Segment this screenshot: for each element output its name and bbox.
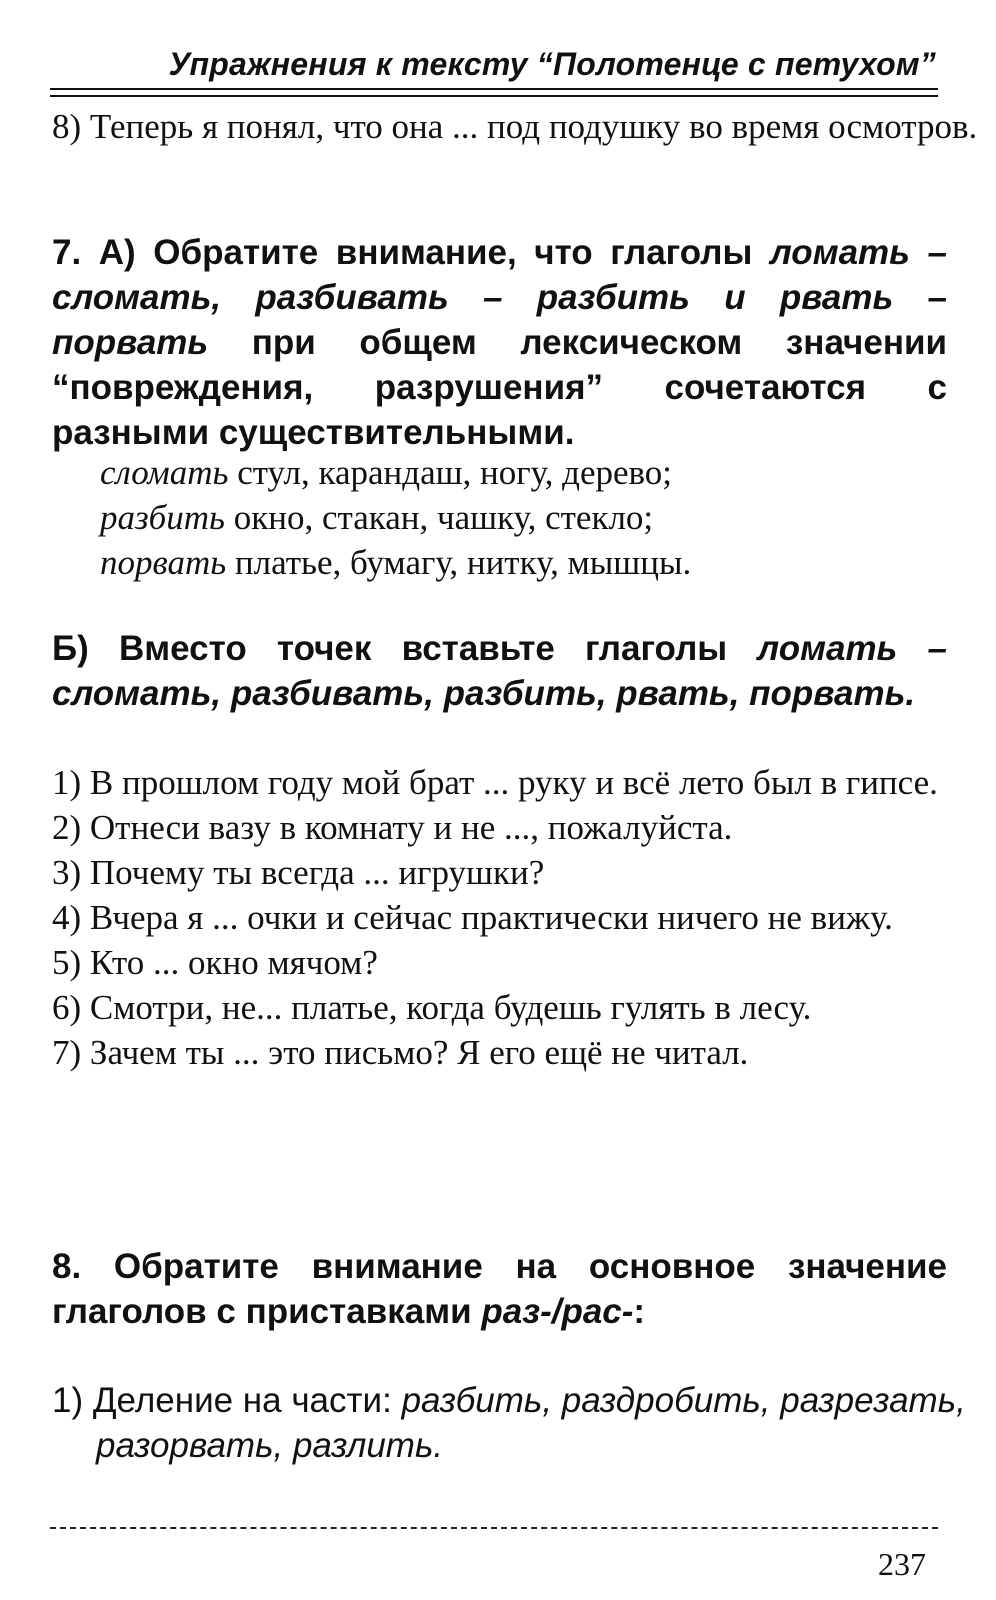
- combination-verb: порвать: [100, 543, 227, 582]
- combination-verb: сломать: [100, 453, 229, 492]
- running-header: Упражнения к тексту “Полотенце с петухом”: [168, 46, 936, 82]
- combination-verb: разбить: [100, 498, 225, 537]
- exercise-7b-heading-prefix: Б) Вместо точек вставьте глаголы: [52, 629, 758, 668]
- exercise-8-heading-suffix: :: [633, 1292, 646, 1331]
- header-rule-bottom: [50, 95, 938, 97]
- page-number: 237: [878, 1546, 926, 1582]
- exercise-item: 4) Вчера я ... очки и сейчас практически ничего не вижу.: [52, 898, 893, 937]
- exercise-7b-heading-verbs: ломать – сломать, разбивать, разбить, рвать, порвать.: [52, 629, 947, 713]
- exercise-8-item-examples: разбить, раздробить, разрезать, разорвать, разлить.: [96, 1381, 966, 1465]
- combination-nouns: окно, стакан, чашку, стекло;: [224, 498, 654, 537]
- combination-line: [100, 450, 995, 495]
- footer-rule: [50, 1527, 938, 1529]
- exercise-7a-heading-suffix: при общем лексическом значении “повреждения, разрушения” сочетаются с разными существительными.: [52, 323, 947, 452]
- exercise-item: 3) Почему ты всегда ... игрушки?: [52, 853, 545, 892]
- exercise-item: 5) Кто ... окно мячом?: [52, 943, 378, 982]
- exercise-8-heading-prefixes: раз-/рас-: [481, 1292, 634, 1331]
- exercise-7b-items: [52, 760, 947, 1075]
- exercise-7a-heading-verbs: ломать – сломать, разбивать – разбить и рвать – порвать: [52, 233, 947, 362]
- exercise-7b-heading: [52, 626, 947, 716]
- exercise-8-item-label: 1) Деление на части:: [52, 1381, 402, 1420]
- exercise-item: 7) Зачем ты ... это письмо? Я его ещё не читал.: [52, 1033, 749, 1072]
- carryover-item-8: 8) Теперь я понял, что она ... под подушку во время осмотров.: [52, 107, 978, 146]
- exercise-item: 6) Смотри, не... платье, когда будешь гулять в лесу.: [52, 988, 812, 1027]
- exercise-8-item-1: [52, 1378, 991, 1468]
- combination-line: [100, 495, 995, 540]
- exercise-7a-heading: [52, 230, 947, 455]
- verb-combinations: [52, 450, 995, 585]
- combination-nouns: платье, бумагу, нитку, мышцы.: [226, 543, 692, 582]
- combination-nouns: стул, карандаш, ногу, дерево;: [228, 453, 673, 492]
- exercise-8-heading: [52, 1244, 947, 1334]
- exercise-item: 1) В прошлом году мой брат ... руку и всё лето был в гипсе.: [52, 763, 938, 802]
- exercise-7a-heading-prefix: 7. А) Обратите внимание, что глаголы: [52, 233, 770, 272]
- header-rule-top: [50, 88, 938, 90]
- exercise-item: 2) Отнеси вазу в комнату и не ..., пожалуйста.: [52, 808, 733, 847]
- exercise-8-heading-prefix: 8. Обратите внимание на основное значение глаголов с приставками: [52, 1247, 947, 1331]
- combination-line: [100, 540, 995, 585]
